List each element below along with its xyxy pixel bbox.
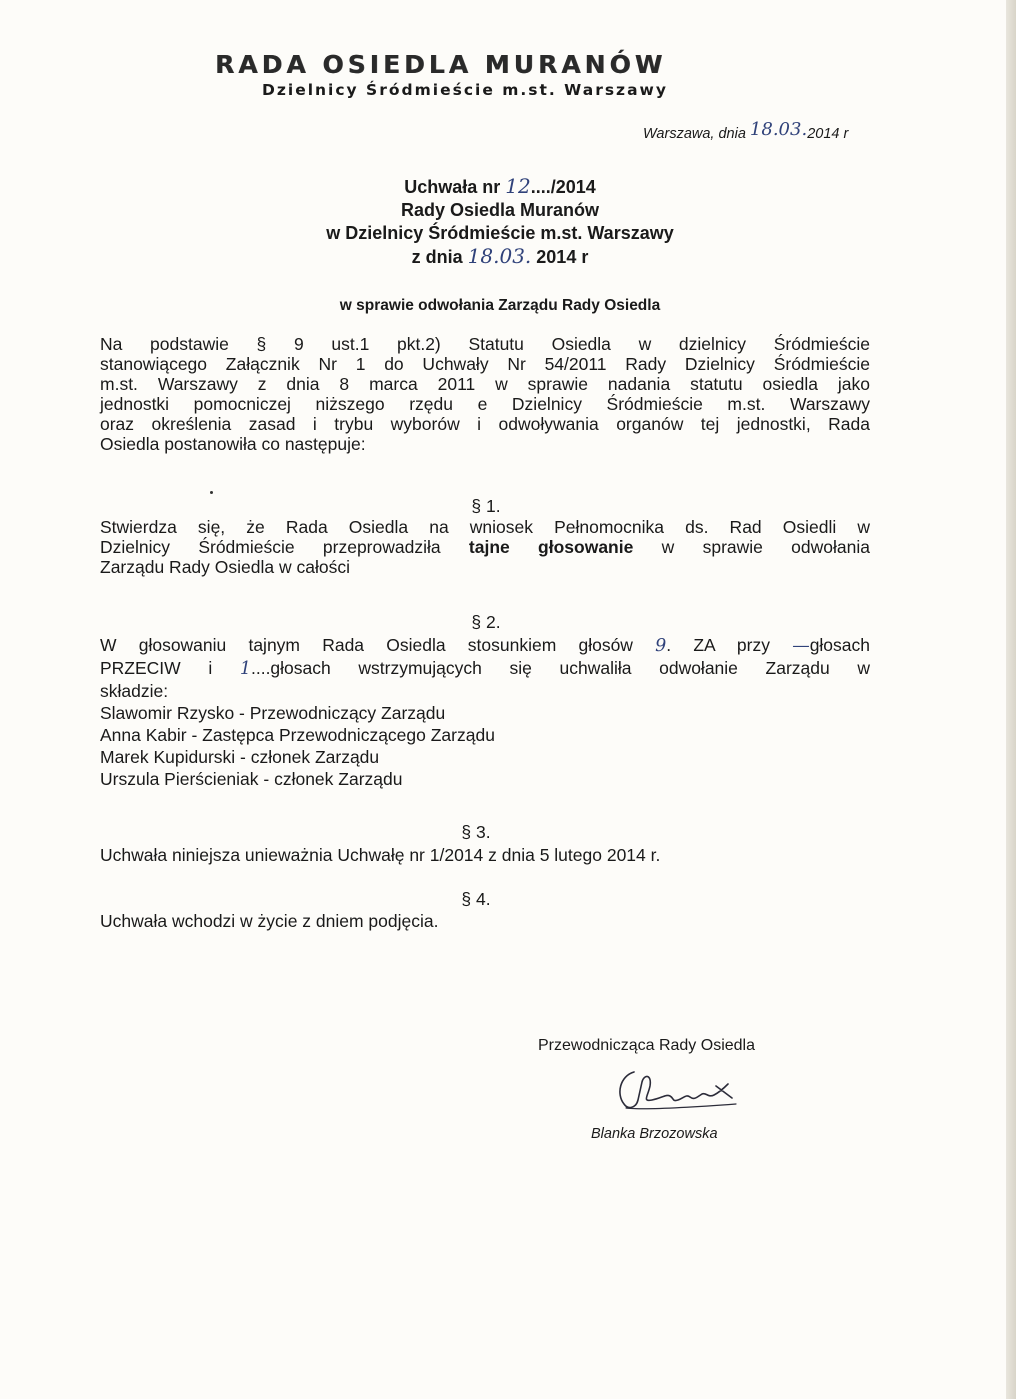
signatory-name: Blanka Brzozowska [591,1126,718,1142]
preamble-line: m.st. Warszawy z dnia 8 marca 2011 w sprawie nadania statutu osiedla jako [100,374,870,394]
preamble-line: Osiedla postanowiła co następuje: [100,434,366,454]
section-2-line [100,657,870,680]
section-2-mark: § 2. [471,612,501,632]
section-1-body [100,517,870,577]
section-1-line: Zarządu Rady Osiedla w całości [100,557,350,577]
signatory-role: Przewodnicząca Rady Osiedla [538,1037,755,1054]
section-4-mark: § 4. [461,889,491,909]
heading-line-3: w Dzielnicy Śródmieście m.st. Warszawy [326,223,674,243]
board-member: Marek Kupidurski - członek Zarządu [100,747,380,767]
preamble-line: stanowiącego Załącznik Nr 1 do Uchwały Nr 54/2011 Rady Dzielnicy Śródmieście [100,354,870,374]
handwritten-signature [612,1064,742,1125]
section-1-mark: § 1. [471,496,501,516]
handwritten-date: 18.03. [749,119,808,140]
board-member: Urszula Pierścieniak - członek Zarządu [100,769,403,789]
date-line [643,119,849,143]
board-member: Anna Kabir - Zastępca Przewodniczącego Zarządu [100,725,495,745]
heading-dots: .... [530,177,551,197]
heading-date-prefix: z dnia [411,247,468,267]
section-2-text: ....głosach wstrzymujących się uchwaliła odwołanie Zarządu w [250,658,870,678]
heading-line-2: Rady Osiedla Muranów [400,200,600,220]
section-1-bold-text: tajne głosowanie [468,537,634,557]
heading-date-suffix: 2014 r [531,247,589,267]
section-2-text: W głosowaniu tajnym Rada Osiedla stosunkiem głosów [100,635,656,655]
section-1-line: Stwierdza się, że Rada Osiedla na wniosek Pełnomocnika ds. Rad Osiedli w [100,517,870,537]
section-1-text: w sprawie odwołania [633,537,870,557]
section-2-line: składzie: [100,681,169,701]
section-3-body: Uchwała niniejsza unieważnia Uchwałę nr 1/2014 z dnia 5 lutego 2014 r. [100,845,661,865]
handwritten-resolution-number: 12 [505,174,531,198]
letterhead-title: RADA OSIEDLA MURANÓW [215,50,667,79]
preamble [100,334,870,454]
handwritten-heading-date: 18.03. [467,244,532,268]
section-3-mark: § 3. [461,822,491,842]
section-2-text: głosach [809,635,871,655]
section-1-text: Dzielnicy Śródmieście przeprowadziła [100,537,469,557]
preamble-line: oraz określenia zasad i trybu wyborów i odwoływania organów tej jednostki, Rada [100,414,870,434]
board-member: Slawomir Rzysko - Przewodniczący Zarządu [100,703,446,723]
resolution-subject: w sprawie odwołania Zarządu Rady Osiedla [339,297,661,314]
letterhead-subtitle: Dzielnicy Śródmieście m.st. Warszawy [262,81,668,99]
heading-line-1 [250,175,750,199]
section-2-text: . ZA przy [666,635,793,655]
section-2-line [100,634,870,657]
scan-edge [1006,0,1016,1399]
section-2-body [100,634,870,790]
handwritten-votes-abstain: 1 [239,659,251,679]
date-line-suffix: 2014 r [807,126,849,142]
handwritten-votes-for: 9 [655,636,667,656]
preamble-line: Na podstawie § 9 ust.1 pkt.2) Statutu Osiedla w dzielnicy Śródmieście [100,334,870,354]
section-4-body: Uchwała wchodzi w życie z dniem podjęcia. [100,911,439,931]
heading-year: /2014 [550,177,596,197]
resolution-heading [250,175,750,269]
handwritten-votes-against: — [792,636,810,656]
heading-prefix: Uchwała nr [404,177,506,197]
letterhead [215,50,815,99]
section-1-line [100,537,870,557]
section-2-text: PRZECIW i [100,658,240,678]
date-line-prefix: Warszawa, dnia [643,126,750,142]
heading-line-4 [250,245,750,269]
scan-speck [210,491,213,494]
preamble-line: jednostki pomocniczej niższego rzędu e Dzielnicy Śródmieście m.st. Warszawy [100,394,870,414]
